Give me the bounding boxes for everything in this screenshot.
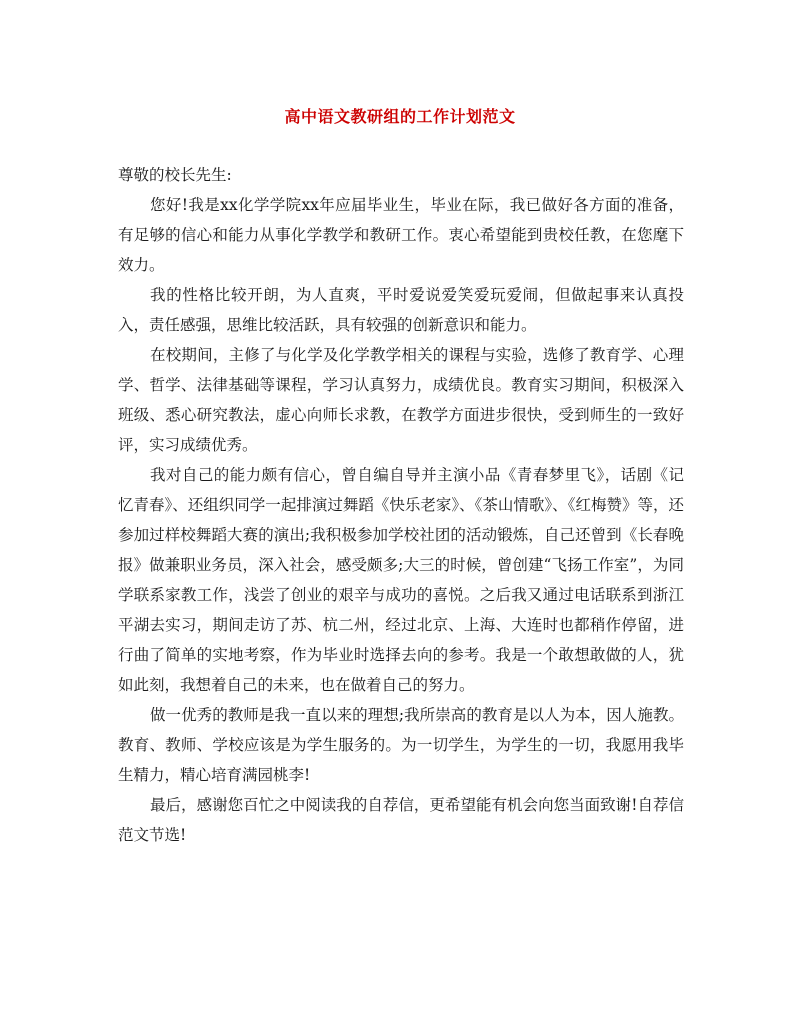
paragraph-studies: 在校期间，主修了与化学及化学教学相关的课程与实验，选修了教育学、心理学、哲学、法律基础等课程，学习认真努力，成绩优良。教育实习期间，积极深入班级、悉心研究教法，虚心向师长求教，在教学方面进步很快，受到师生的一致好评，实习成绩优秀。 bbox=[118, 346, 684, 454]
paragraph-ideal: 做一优秀的教师是我一直以来的理想;我所崇高的教育是以人为本，因人施教。教育、教师、学校应该是为学生服务的。为一切学生，为学生的一切，我愿用我毕生精力，精心培育满园桃李! bbox=[118, 706, 684, 784]
paragraph-closing: 最后，感谢您百忙之中阅读我的自荐信，更希望能有机会向您当面致谢!自荐信范文节选! bbox=[118, 796, 684, 844]
paragraph-activities: 我对自己的能力颇有信心，曾自编自导并主演小品《青春梦里飞》，话剧《记忆青春》、还组织同学一起排演过舞蹈《快乐老家》、《茶山情歌》、《红梅赞》等，还参加过样校舞蹈大赛的演出;我积极参加学校社团的活动锻炼，自己还曾到《长春晚报》做兼职业务员，深入社会，感受颇多;大三的时候，曾创建“飞扬工作室”，为同学联系家教工作，浅尝了创业的艰辛与成功的喜悦。之后我又通过电话联系到浙江平湖去实习，期间走访了苏、杭二州，经过北京、上海、大连时也都稍作停留，进行曲了简单的实地考察，作为毕业时选择去向的参考。我是一个敢想敢做的人，犹如此刻，我想着自己的未来，也在做着自己的努力。 bbox=[118, 466, 684, 694]
salutation: 尊敬的校长先生: bbox=[118, 166, 232, 184]
document-title: 高中语文教研组的工作计划范文 bbox=[284, 107, 516, 126]
document-body bbox=[118, 160, 684, 850]
paragraph-greeting: 您好!我是xx化学学院xx年应届毕业生，毕业在际，我已做好各方面的准备，有足够的信心和能力从事化学教学和教研工作。衷心希望能到贵校任教，在您麾下效力。 bbox=[118, 196, 684, 274]
paragraph-personality: 我的性格比较开朗，为人直爽，平时爱说爱笑爱玩爱闹，但做起事来认真投入，责任感强，思维比较活跃，具有较强的创新意识和能力。 bbox=[118, 286, 684, 334]
